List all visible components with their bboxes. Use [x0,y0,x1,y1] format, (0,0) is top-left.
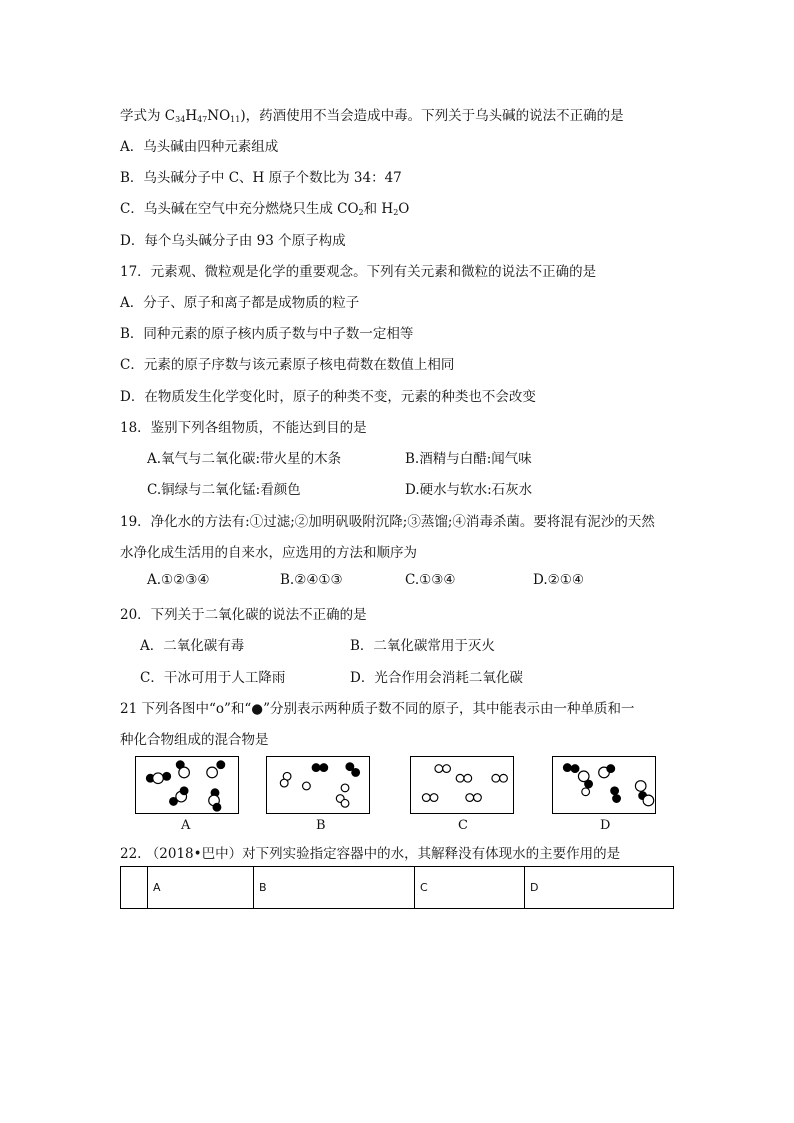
table-cell-a: A [148,867,254,909]
table-cell-c: C [415,867,525,909]
diagram-label-c: C [458,818,468,833]
q19-option-b: B.②④①③ [280,572,343,588]
q19-option-c: C.①③④ [405,572,456,588]
q22-table [120,866,674,909]
particle-diagram-c-figure [411,757,513,813]
q16-stem: 学式为 $C_{34}H_{47}NO_{11}$)，药酒使用不当会造成中毒。下列关于乌头碱的说法不正确的是 [120,108,624,124]
particle-diagram-a-figure [136,757,238,813]
q20-option-b: B．二氧化碳常用于灭火 [350,638,495,654]
particle-diagram-d-figure [553,757,655,813]
diagram-label-a: A [181,818,191,833]
q17-option-d: D．在物质发生化学变化时，原子的种类不变，元素的种类也不会改变 [120,389,536,405]
q20-option-d: D．光合作用会消耗二氧化碳 [350,670,523,686]
table-cell-blank [121,867,148,909]
table-row [121,867,674,909]
q16-option-c: C．乌头碱在空气中充分燃烧只生成 $CO_2$和 $H_2O$ [120,201,410,217]
table-cell-d: D [525,867,674,909]
particle-diagram-b-figure [267,757,369,813]
q20-option-a: A．二氧化碳有毒 [140,638,245,654]
q17-option-a: A．分子、原子和离子都是成物质的粒子 [120,295,360,311]
particle-diagram-d [552,756,656,814]
diagram-label-d: D [600,818,611,833]
q19-option-a: A.①②③④ [147,572,210,588]
q18-option-c: C.铜绿与二氧化锰:看颜色 [147,482,301,498]
q19-stem-line2: 水净化成生活用的自来水，应选用的方法和顺序为 [120,545,417,561]
q21-stem-line2: 种化合物组成的混合物是 [120,732,269,748]
q20-stem: 20．下列关于二氧化碳的说法不正确的是 [120,607,367,623]
particle-diagram-a [135,756,239,814]
table-cell-b: B [254,867,415,909]
q16-option-b: B．乌头碱分子中 C、H 原子个数比为 34：47 [120,170,402,186]
q20-option-c: C．干冰可用于人工降雨 [140,670,286,686]
diagram-label-b: B [316,818,326,833]
q18-stem: 18．鉴别下列各组物质，不能达到目的是 [120,420,367,436]
q17-option-b: B．同种元素的原子核内质子数与中子数一定相等 [120,326,414,342]
q22-stem: 22. （2018•巴中）对下列实验指定容器中的水，其解释没有体现水的主要作用的是 [120,846,621,862]
q21-stem-line1: 21 下列各图中“o”和“●”分别表示两种质子数不同的原子，其中能表示由一种单质和一 [120,701,635,717]
q17-stem: 17．元素观、微粒观是化学的重要观念。下列有关元素和微粒的说法不正确的是 [120,264,597,280]
q19-option-d: D.②①④ [533,572,584,588]
q18-option-b: B.酒精与白醋:闻气味 [405,451,532,467]
q18-option-a: A.氧气与二氧化碳:带火星的木条 [147,451,342,467]
q18-option-d: D.硬水与软水:石灰水 [405,482,533,498]
particle-diagram-b [266,756,370,814]
q17-option-c: C．元素的原子序数与该元素原子核电荷数在数值上相同 [120,357,455,373]
particle-diagram-c [410,756,514,814]
q16-option-a: A．乌头碱由四种元素组成 [120,139,279,155]
q19-stem-line1: 19．净化水的方法有:①过滤;②加明矾吸附沉降;③蒸馏;④消毒杀菌。要将混有泥沙的天然 [120,514,655,530]
q16-option-d: D．每个乌头碱分子由 93 个原子构成 [120,233,346,249]
